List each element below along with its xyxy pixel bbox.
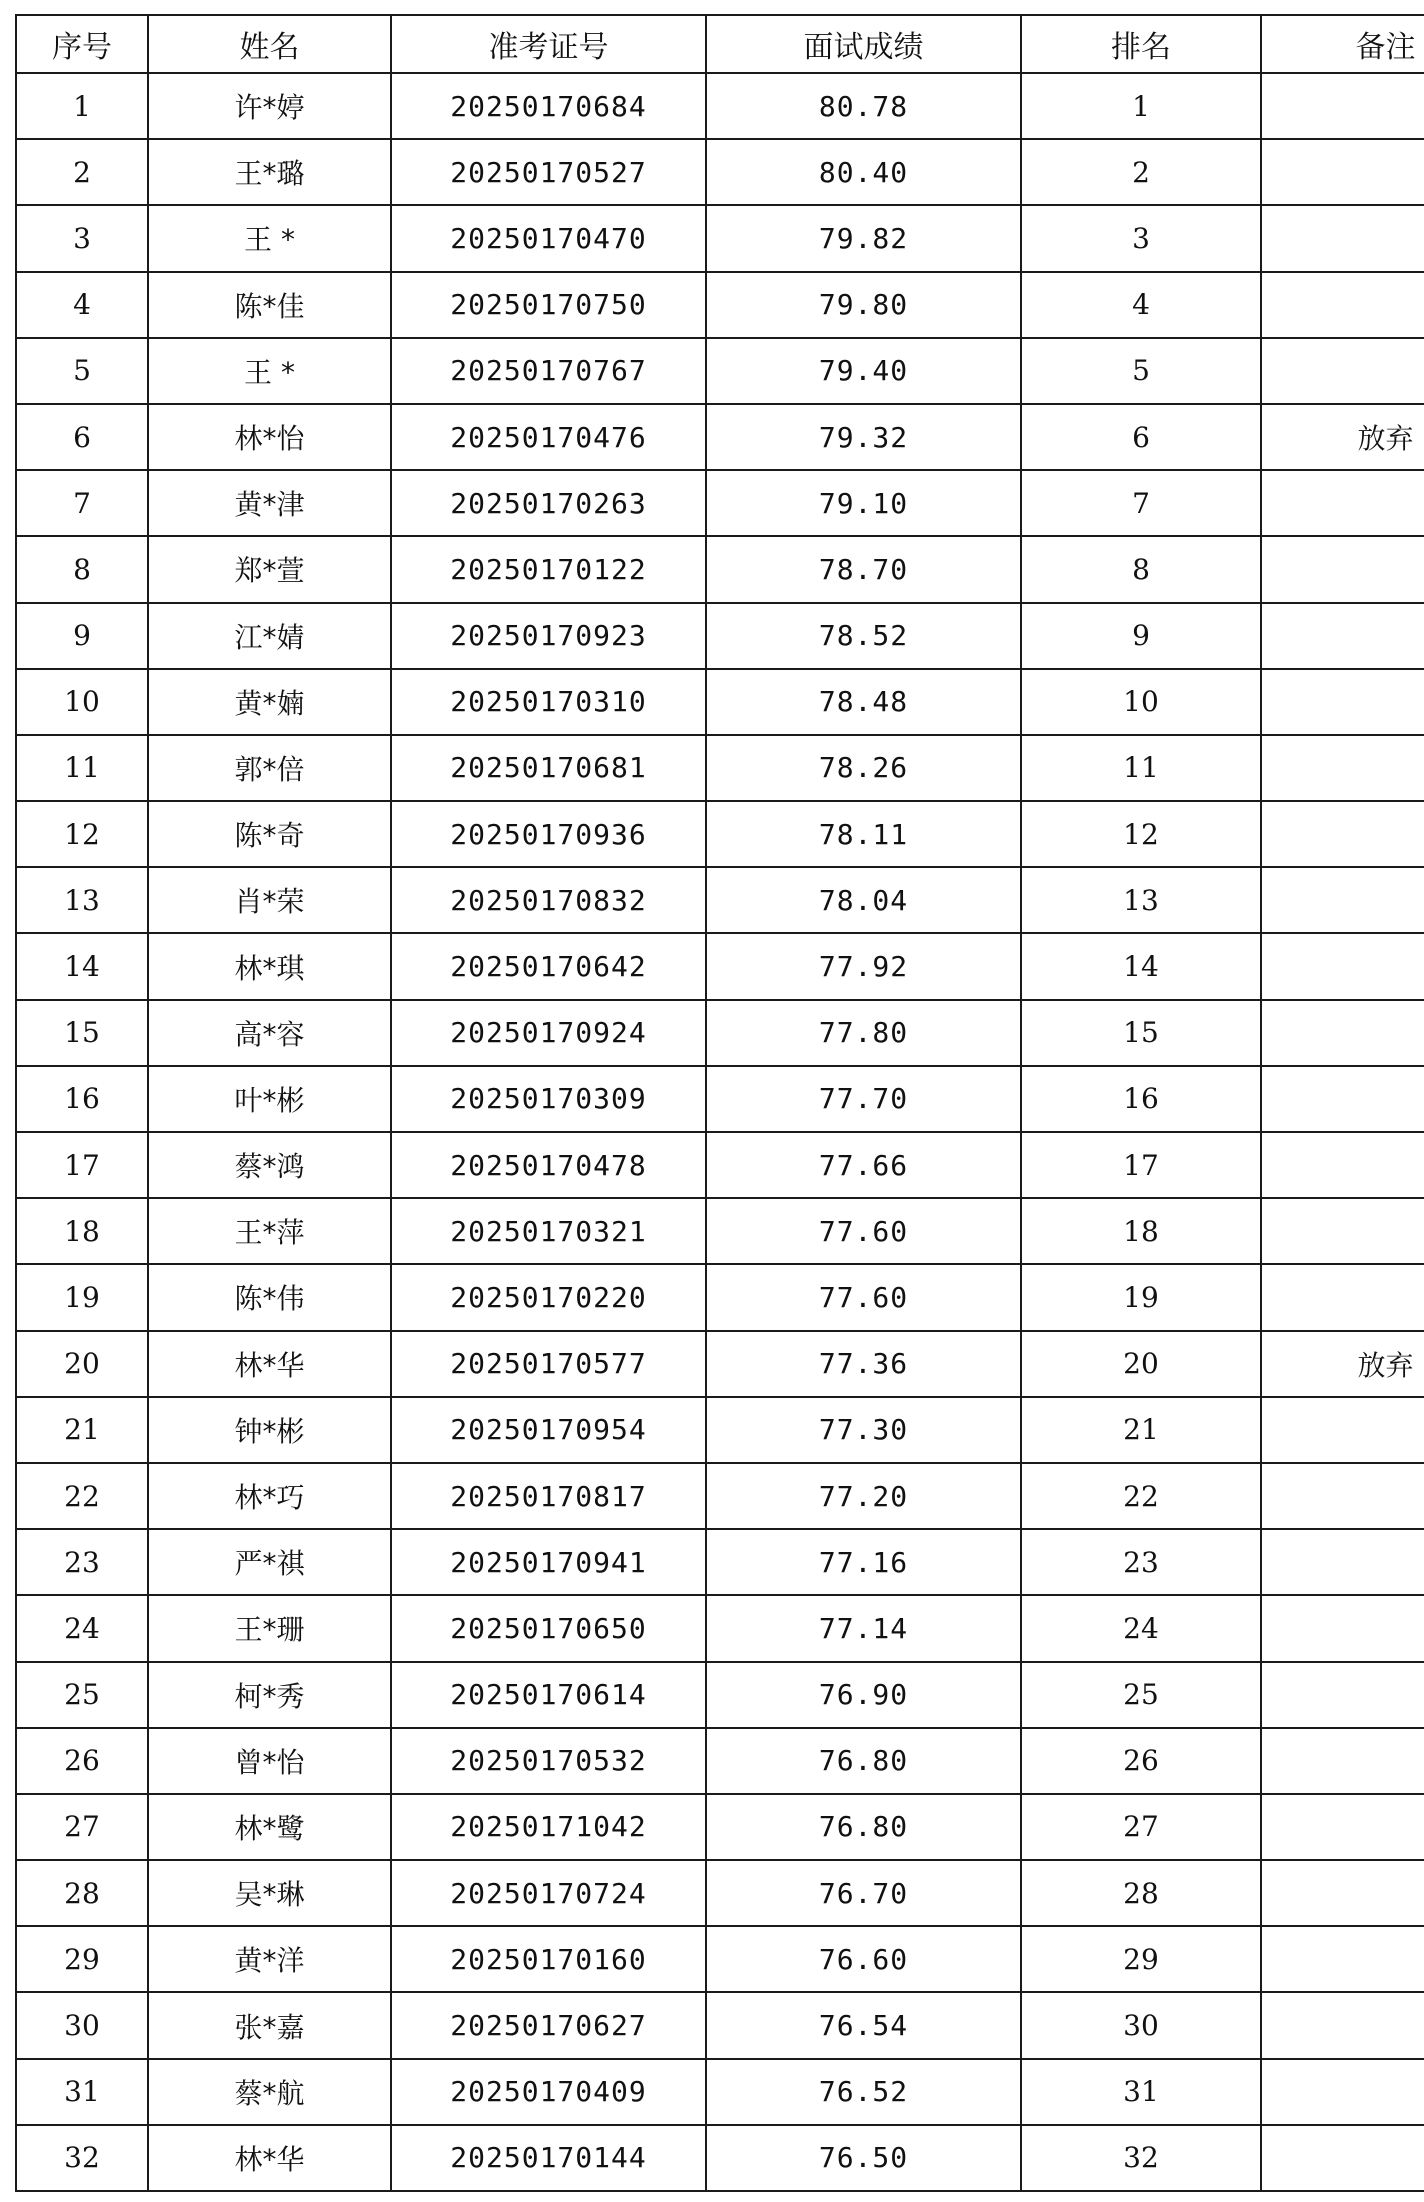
cell-name: 肖*荣 xyxy=(148,867,391,933)
table-row xyxy=(16,1066,1424,1132)
table-row xyxy=(16,1132,1424,1198)
cell-name: 陈*伟 xyxy=(148,1264,391,1330)
cell-ticket-number: 20250170122 xyxy=(391,536,706,602)
cell-note xyxy=(1261,2125,1424,2191)
cell-ticket-number: 20250170614 xyxy=(391,1662,706,1728)
cell-seq: 21 xyxy=(16,1397,148,1463)
cell-rank: 31 xyxy=(1021,2059,1261,2125)
cell-rank: 19 xyxy=(1021,1264,1261,1330)
table-row xyxy=(16,1264,1424,1330)
cell-name: 林*鹭 xyxy=(148,1794,391,1860)
cell-rank: 2 xyxy=(1021,139,1261,205)
cell-seq: 29 xyxy=(16,1926,148,1992)
table-row xyxy=(16,139,1424,205)
cell-seq: 23 xyxy=(16,1529,148,1595)
cell-ticket-number: 20250170684 xyxy=(391,73,706,139)
cell-note xyxy=(1261,139,1424,205)
cell-name: 许*婷 xyxy=(148,73,391,139)
cell-seq: 25 xyxy=(16,1662,148,1728)
table-row xyxy=(16,470,1424,536)
cell-rank: 16 xyxy=(1021,1066,1261,1132)
cell-ticket-number: 20250170954 xyxy=(391,1397,706,1463)
header-seq: 序号 xyxy=(16,15,148,73)
cell-seq: 9 xyxy=(16,603,148,669)
cell-note xyxy=(1261,1926,1424,1992)
cell-name: 王 * xyxy=(148,338,391,404)
cell-ticket-number: 20250170577 xyxy=(391,1331,706,1397)
table-row xyxy=(16,603,1424,669)
cell-seq: 19 xyxy=(16,1264,148,1330)
cell-note xyxy=(1261,1463,1424,1529)
table-row xyxy=(16,669,1424,735)
cell-interview-score: 77.80 xyxy=(706,1000,1021,1066)
cell-seq: 10 xyxy=(16,669,148,735)
cell-seq: 13 xyxy=(16,867,148,933)
header-note: 备注 xyxy=(1261,15,1424,73)
cell-name: 王 * xyxy=(148,205,391,271)
cell-note xyxy=(1261,933,1424,999)
cell-seq: 22 xyxy=(16,1463,148,1529)
cell-seq: 20 xyxy=(16,1331,148,1397)
table-row xyxy=(16,1331,1424,1397)
cell-interview-score: 76.70 xyxy=(706,1860,1021,1926)
cell-interview-score: 77.66 xyxy=(706,1132,1021,1198)
header-score: 面试成绩 xyxy=(706,15,1021,73)
cell-rank: 9 xyxy=(1021,603,1261,669)
cell-name: 林*巧 xyxy=(148,1463,391,1529)
cell-name: 林*怡 xyxy=(148,404,391,470)
cell-interview-score: 79.32 xyxy=(706,404,1021,470)
cell-name: 严*祺 xyxy=(148,1529,391,1595)
cell-rank: 11 xyxy=(1021,735,1261,801)
cell-rank: 7 xyxy=(1021,470,1261,536)
cell-seq: 5 xyxy=(16,338,148,404)
cell-seq: 32 xyxy=(16,2125,148,2191)
table-row xyxy=(16,338,1424,404)
cell-rank: 23 xyxy=(1021,1529,1261,1595)
cell-interview-score: 78.11 xyxy=(706,801,1021,867)
cell-seq: 26 xyxy=(16,1728,148,1794)
cell-interview-score: 78.52 xyxy=(706,603,1021,669)
cell-interview-score: 77.60 xyxy=(706,1198,1021,1264)
cell-interview-score: 79.82 xyxy=(706,205,1021,271)
cell-ticket-number: 20250171042 xyxy=(391,1794,706,1860)
cell-interview-score: 77.14 xyxy=(706,1595,1021,1661)
cell-interview-score: 76.50 xyxy=(706,2125,1021,2191)
table-row xyxy=(16,1860,1424,1926)
cell-rank: 25 xyxy=(1021,1662,1261,1728)
cell-seq: 18 xyxy=(16,1198,148,1264)
cell-ticket-number: 20250170724 xyxy=(391,1860,706,1926)
cell-interview-score: 79.40 xyxy=(706,338,1021,404)
cell-note xyxy=(1261,1066,1424,1132)
cell-interview-score: 79.10 xyxy=(706,470,1021,536)
cell-rank: 28 xyxy=(1021,1860,1261,1926)
cell-note xyxy=(1261,205,1424,271)
cell-note xyxy=(1261,1860,1424,1926)
cell-name: 蔡*鸿 xyxy=(148,1132,391,1198)
cell-ticket-number: 20250170923 xyxy=(391,603,706,669)
cell-ticket-number: 20250170309 xyxy=(391,1066,706,1132)
cell-interview-score: 76.52 xyxy=(706,2059,1021,2125)
cell-name: 江*婧 xyxy=(148,603,391,669)
cell-name: 曾*怡 xyxy=(148,1728,391,1794)
cell-seq: 3 xyxy=(16,205,148,271)
cell-ticket-number: 20250170160 xyxy=(391,1926,706,1992)
cell-rank: 4 xyxy=(1021,272,1261,338)
cell-note xyxy=(1261,338,1424,404)
cell-ticket-number: 20250170476 xyxy=(391,404,706,470)
cell-ticket-number: 20250170263 xyxy=(391,470,706,536)
cell-rank: 10 xyxy=(1021,669,1261,735)
cell-ticket-number: 20250170924 xyxy=(391,1000,706,1066)
cell-seq: 27 xyxy=(16,1794,148,1860)
header-row xyxy=(16,15,1424,73)
cell-seq: 2 xyxy=(16,139,148,205)
cell-note xyxy=(1261,1992,1424,2058)
cell-name: 吴*琳 xyxy=(148,1860,391,1926)
cell-name: 蔡*航 xyxy=(148,2059,391,2125)
cell-interview-score: 77.16 xyxy=(706,1529,1021,1595)
table-row xyxy=(16,1397,1424,1463)
cell-ticket-number: 20250170470 xyxy=(391,205,706,271)
cell-rank: 20 xyxy=(1021,1331,1261,1397)
cell-interview-score: 79.80 xyxy=(706,272,1021,338)
cell-interview-score: 77.20 xyxy=(706,1463,1021,1529)
cell-name: 王*璐 xyxy=(148,139,391,205)
cell-rank: 17 xyxy=(1021,1132,1261,1198)
cell-note xyxy=(1261,603,1424,669)
table-row xyxy=(16,735,1424,801)
cell-note xyxy=(1261,1198,1424,1264)
cell-name: 郑*萱 xyxy=(148,536,391,602)
cell-seq: 11 xyxy=(16,735,148,801)
cell-ticket-number: 20250170681 xyxy=(391,735,706,801)
cell-name: 陈*佳 xyxy=(148,272,391,338)
cell-note xyxy=(1261,1529,1424,1595)
cell-interview-score: 76.80 xyxy=(706,1728,1021,1794)
cell-note xyxy=(1261,272,1424,338)
cell-interview-score: 80.40 xyxy=(706,139,1021,205)
cell-name: 林*琪 xyxy=(148,933,391,999)
cell-note xyxy=(1261,2059,1424,2125)
cell-interview-score: 77.70 xyxy=(706,1066,1021,1132)
cell-rank: 6 xyxy=(1021,404,1261,470)
header-rank: 排名 xyxy=(1021,15,1261,73)
table-row xyxy=(16,933,1424,999)
cell-name: 柯*秀 xyxy=(148,1662,391,1728)
cell-rank: 27 xyxy=(1021,1794,1261,1860)
cell-interview-score: 76.60 xyxy=(706,1926,1021,1992)
cell-rank: 1 xyxy=(1021,73,1261,139)
cell-ticket-number: 20250170941 xyxy=(391,1529,706,1595)
cell-rank: 14 xyxy=(1021,933,1261,999)
cell-rank: 30 xyxy=(1021,1992,1261,2058)
cell-seq: 8 xyxy=(16,536,148,602)
cell-name: 林*华 xyxy=(148,2125,391,2191)
cell-note xyxy=(1261,1264,1424,1330)
cell-note xyxy=(1261,1397,1424,1463)
cell-ticket-number: 20250170478 xyxy=(391,1132,706,1198)
cell-name: 林*华 xyxy=(148,1331,391,1397)
cell-note: 放弃 xyxy=(1261,404,1424,470)
cell-note xyxy=(1261,1662,1424,1728)
cell-seq: 7 xyxy=(16,470,148,536)
table-row xyxy=(16,1794,1424,1860)
cell-seq: 15 xyxy=(16,1000,148,1066)
cell-name: 高*容 xyxy=(148,1000,391,1066)
cell-ticket-number: 20250170310 xyxy=(391,669,706,735)
cell-interview-score: 78.70 xyxy=(706,536,1021,602)
cell-ticket-number: 20250170832 xyxy=(391,867,706,933)
cell-rank: 3 xyxy=(1021,205,1261,271)
cell-note xyxy=(1261,1595,1424,1661)
cell-rank: 12 xyxy=(1021,801,1261,867)
cell-rank: 5 xyxy=(1021,338,1261,404)
cell-seq: 31 xyxy=(16,2059,148,2125)
cell-name: 陈*奇 xyxy=(148,801,391,867)
cell-rank: 32 xyxy=(1021,2125,1261,2191)
table-row xyxy=(16,1662,1424,1728)
cell-seq: 30 xyxy=(16,1992,148,2058)
cell-seq: 17 xyxy=(16,1132,148,1198)
table-header xyxy=(16,15,1424,73)
cell-note xyxy=(1261,801,1424,867)
cell-interview-score: 76.54 xyxy=(706,1992,1021,2058)
table-row xyxy=(16,1198,1424,1264)
cell-name: 张*嘉 xyxy=(148,1992,391,2058)
cell-ticket-number: 20250170817 xyxy=(391,1463,706,1529)
cell-note xyxy=(1261,536,1424,602)
table-row xyxy=(16,1595,1424,1661)
cell-ticket-number: 20250170144 xyxy=(391,2125,706,2191)
cell-note xyxy=(1261,735,1424,801)
table-row xyxy=(16,404,1424,470)
cell-note xyxy=(1261,470,1424,536)
cell-name: 王*萍 xyxy=(148,1198,391,1264)
table-row xyxy=(16,2125,1424,2191)
cell-name: 叶*彬 xyxy=(148,1066,391,1132)
cell-interview-score: 80.78 xyxy=(706,73,1021,139)
cell-note: 放弃 xyxy=(1261,1331,1424,1397)
cell-ticket-number: 20250170627 xyxy=(391,1992,706,2058)
cell-name: 钟*彬 xyxy=(148,1397,391,1463)
cell-interview-score: 76.80 xyxy=(706,1794,1021,1860)
cell-rank: 21 xyxy=(1021,1397,1261,1463)
cell-interview-score: 77.92 xyxy=(706,933,1021,999)
cell-rank: 26 xyxy=(1021,1728,1261,1794)
cell-rank: 22 xyxy=(1021,1463,1261,1529)
cell-name: 黄*婻 xyxy=(148,669,391,735)
cell-ticket-number: 20250170642 xyxy=(391,933,706,999)
cell-ticket-number: 20250170527 xyxy=(391,139,706,205)
cell-note xyxy=(1261,1728,1424,1794)
cell-name: 黄*洋 xyxy=(148,1926,391,1992)
table-row xyxy=(16,1529,1424,1595)
table-row xyxy=(16,205,1424,271)
cell-seq: 1 xyxy=(16,73,148,139)
cell-interview-score: 78.26 xyxy=(706,735,1021,801)
cell-name: 黄*津 xyxy=(148,470,391,536)
cell-note xyxy=(1261,73,1424,139)
header-ticket: 准考证号 xyxy=(391,15,706,73)
cell-ticket-number: 20250170936 xyxy=(391,801,706,867)
cell-rank: 18 xyxy=(1021,1198,1261,1264)
cell-rank: 29 xyxy=(1021,1926,1261,1992)
cell-ticket-number: 20250170321 xyxy=(391,1198,706,1264)
cell-seq: 24 xyxy=(16,1595,148,1661)
cell-ticket-number: 20250170750 xyxy=(391,272,706,338)
cell-rank: 15 xyxy=(1021,1000,1261,1066)
cell-note xyxy=(1261,1794,1424,1860)
table-row xyxy=(16,2059,1424,2125)
cell-ticket-number: 20250170220 xyxy=(391,1264,706,1330)
cell-interview-score: 77.30 xyxy=(706,1397,1021,1463)
cell-note xyxy=(1261,1132,1424,1198)
cell-interview-score: 77.36 xyxy=(706,1331,1021,1397)
score-table xyxy=(15,14,1424,2192)
cell-name: 郭*倍 xyxy=(148,735,391,801)
cell-note xyxy=(1261,1000,1424,1066)
table-row xyxy=(16,1728,1424,1794)
cell-seq: 14 xyxy=(16,933,148,999)
cell-rank: 8 xyxy=(1021,536,1261,602)
cell-rank: 13 xyxy=(1021,867,1261,933)
cell-note xyxy=(1261,867,1424,933)
cell-note xyxy=(1261,669,1424,735)
cell-name: 王*珊 xyxy=(148,1595,391,1661)
table-row xyxy=(16,272,1424,338)
cell-rank: 24 xyxy=(1021,1595,1261,1661)
table-body xyxy=(16,73,1424,2191)
cell-seq: 12 xyxy=(16,801,148,867)
cell-seq: 6 xyxy=(16,404,148,470)
table-row xyxy=(16,1463,1424,1529)
cell-interview-score: 78.48 xyxy=(706,669,1021,735)
table-row xyxy=(16,867,1424,933)
cell-ticket-number: 20250170650 xyxy=(391,1595,706,1661)
table-row xyxy=(16,73,1424,139)
cell-ticket-number: 20250170409 xyxy=(391,2059,706,2125)
cell-seq: 4 xyxy=(16,272,148,338)
table-row xyxy=(16,1000,1424,1066)
cell-seq: 16 xyxy=(16,1066,148,1132)
cell-interview-score: 77.60 xyxy=(706,1264,1021,1330)
table-row xyxy=(16,536,1424,602)
cell-seq: 28 xyxy=(16,1860,148,1926)
cell-ticket-number: 20250170767 xyxy=(391,338,706,404)
table-row xyxy=(16,1926,1424,1992)
cell-ticket-number: 20250170532 xyxy=(391,1728,706,1794)
table-row xyxy=(16,1992,1424,2058)
header-name: 姓名 xyxy=(148,15,391,73)
table-row xyxy=(16,801,1424,867)
cell-interview-score: 76.90 xyxy=(706,1662,1021,1728)
cell-interview-score: 78.04 xyxy=(706,867,1021,933)
